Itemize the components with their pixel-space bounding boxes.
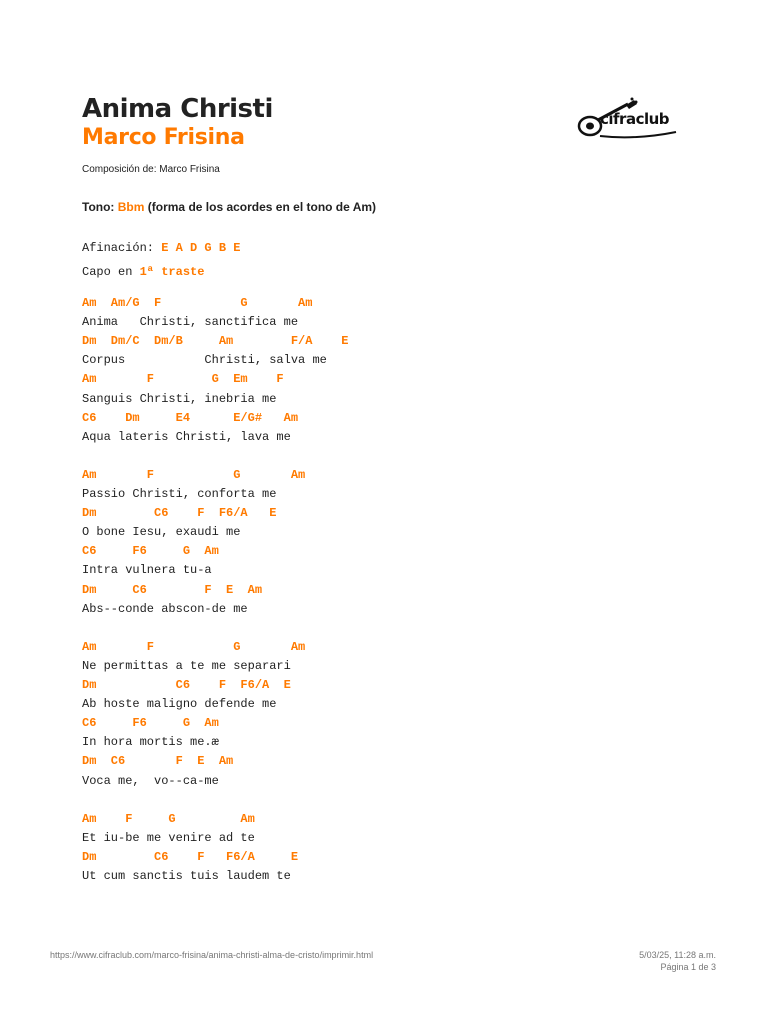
capo-line — [82, 263, 204, 282]
footer-date: 5/03/25, 11:28 a.m. — [639, 950, 716, 960]
song-title: Anima Christi — [82, 94, 273, 124]
tuning-notes[interactable]: E A D G B E — [161, 241, 241, 255]
footer-page-number: Página 1 de 3 — [660, 962, 716, 972]
chord-line[interactable]: Dm C6 F F6/A E — [82, 506, 277, 520]
capo-value: 1ª traste — [139, 265, 205, 279]
chord-line[interactable]: Dm C6 F F6/A E — [82, 678, 291, 692]
key-note: (forma de los acordes en el tono de Am) — [144, 200, 377, 214]
lyric-line: O bone Iesu, exaudi me — [82, 525, 241, 539]
lyric-line: Anima Christi, sanctifica me — [82, 315, 299, 329]
chord-line[interactable]: Am F G Am — [82, 640, 306, 654]
composer-credit: Composición de: Marco Frisina — [82, 164, 220, 175]
lyric-line: Ut cum sanctis tuis laudem te — [82, 869, 291, 883]
chord-line[interactable]: C6 Dm E4 E/G# Am — [82, 411, 299, 425]
chord-line[interactable]: Dm C6 F E Am — [82, 583, 263, 597]
chord-line[interactable]: Am F G Am — [82, 468, 306, 482]
chord-line[interactable]: Dm Dm/C Dm/B Am F/A E — [82, 334, 349, 348]
chord-line[interactable]: Am Am/G F G Am — [82, 296, 313, 310]
footer-url[interactable]: https://www.cifraclub.com/marco-frisina/anima-christi-alma-de-cristo/imprimir.html — [50, 950, 374, 960]
tuning-label: Afinación: — [82, 241, 162, 255]
chord-line[interactable]: C6 F6 G Am — [82, 716, 219, 730]
chord-line[interactable]: Am F G Am — [82, 812, 255, 826]
key-label: Tono: — [82, 200, 118, 214]
chord-line[interactable]: Dm C6 F F6/A E — [82, 850, 299, 864]
lyric-line: Et iu-be me venire ad te — [82, 831, 255, 845]
chord-line[interactable]: C6 F6 G Am — [82, 544, 219, 558]
lyric-line: Passio Christi, conforta me — [82, 487, 277, 501]
key-info — [82, 200, 376, 214]
chord-line[interactable]: Dm C6 F E Am — [82, 754, 234, 768]
lyric-line: Corpus Christi, salva me — [82, 353, 327, 367]
lyric-line: Sanguis Christi, inebria me — [82, 392, 277, 406]
lyric-line: Aqua lateris Christi, lava me — [82, 430, 291, 444]
logo-wordmark: cifraclub — [600, 110, 670, 128]
cifraclub-logo — [576, 96, 678, 140]
lyric-line: Intra vulnera tu-a — [82, 563, 212, 577]
artist-name[interactable]: Marco Frisina — [82, 125, 245, 150]
lyric-line: Ab hoste maligno defende me — [82, 697, 277, 711]
lyric-line: Ne permittas a te me separari — [82, 659, 291, 673]
lyric-line: In hora mortis me.æ — [82, 735, 219, 749]
lyric-line: Voca me, vo--ca-me — [82, 774, 219, 788]
tuning-line — [82, 239, 240, 258]
capo-label: Capo en — [82, 265, 140, 279]
lyric-line: Abs--conde abscon-de me — [82, 602, 248, 616]
chord-line[interactable]: Am F G Em F — [82, 372, 284, 386]
key-value[interactable]: Bbm — [117, 200, 145, 214]
